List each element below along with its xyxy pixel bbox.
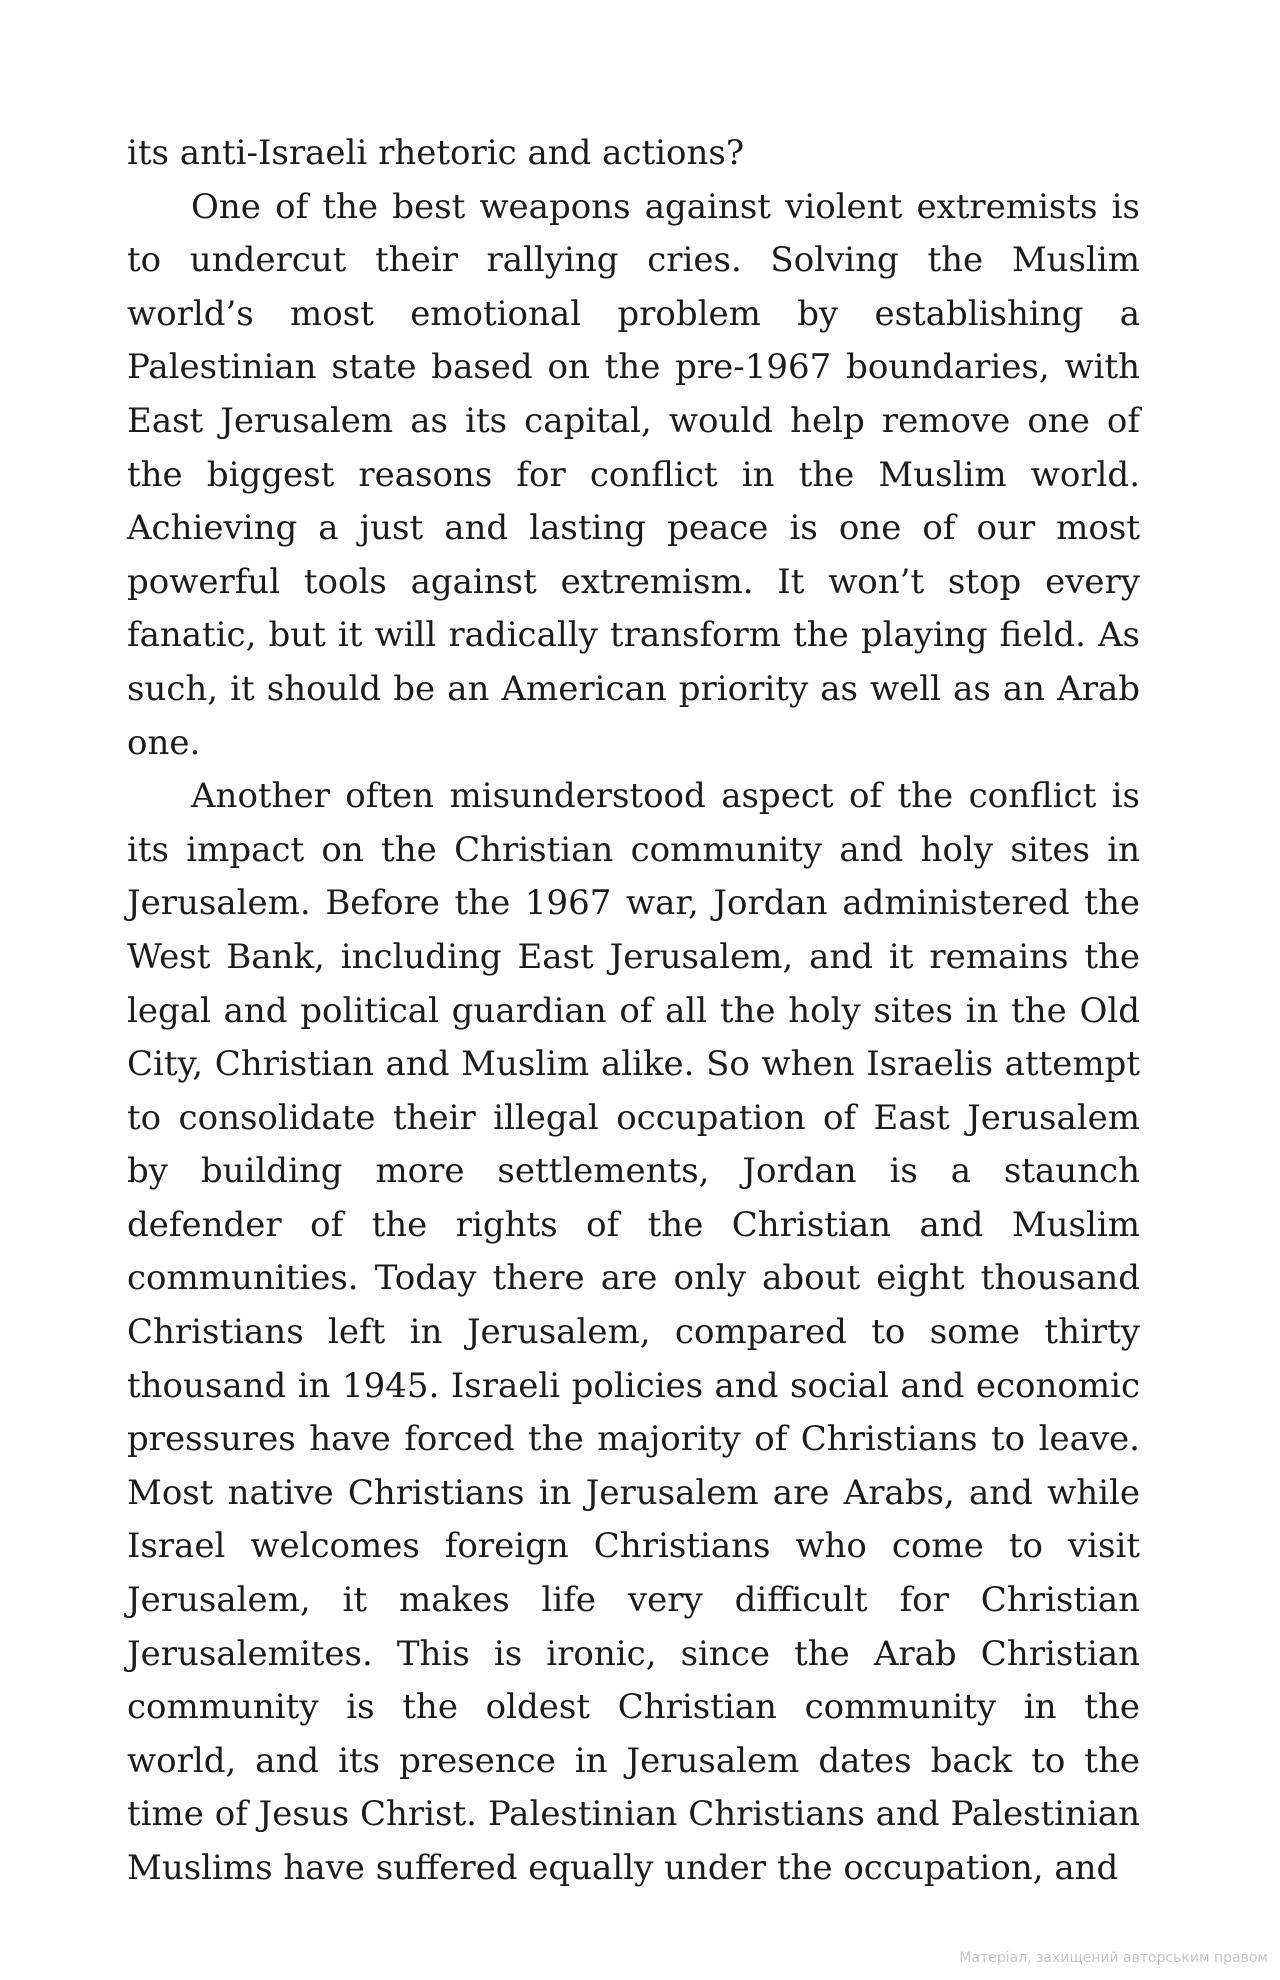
paragraph-christian-community: Another often misunderstood aspect of the conflict is its impact on the Christian community and holy sites in Jerusalem. Before the 1967 war, Jordan administered the West Bank, including East Jerusalem, and it remains the legal and political guardian of all the holy sites in the Old City, Christian and Muslim alike. So when Israelis attempt to consolidate their illegal occupation of East Jerusalem by building more settlements, Jordan is a staunch defender of the rights of the Christian and Muslim communities. Today there are only about eight thousand Christians left in Jerusalem, compared to some thirty thousand in 1945. Israeli policies and social and economic pressures have forced the majority of Christians to leave. Most native Christians in Jerusalem are Arabs, and while Israel welcomes foreign Christians who come to visit Jerusalem, it makes life very difficult for Christian Jerusalemites. This is ironic, since the Arab Christian community is the oldest Christian community in the world, and its presence in Jerusalem dates back to the time of Jesus Christ. Palestinian Christians and Palestinian Muslims have suffered equally under the occupation, and [127,776,1140,1888]
book-page-text [127,127,1140,1896]
paragraph-extremism: One of the best weapons against violent extremists is to undercut their rallying cries. Solving the Muslim world’s most emotional problem by establishing a Palestinian state based on the pre-1967 boundaries, with East Jerusalem as its capital, would help remove one of the biggest reasons for conflict in the Muslim world. Achieving a just and lasting peace is one of our most powerful tools against extremism. It won’t stop every fanatic, but it will radically transform the playing field. As such, it should be an American priority as well as an Arab one. [127,186,1140,763]
copyright-watermark: Матеріал, захищений авторським правом [959,1950,1268,1966]
paragraph-continued: its anti-Israeli rhetoric and actions? [127,133,745,173]
